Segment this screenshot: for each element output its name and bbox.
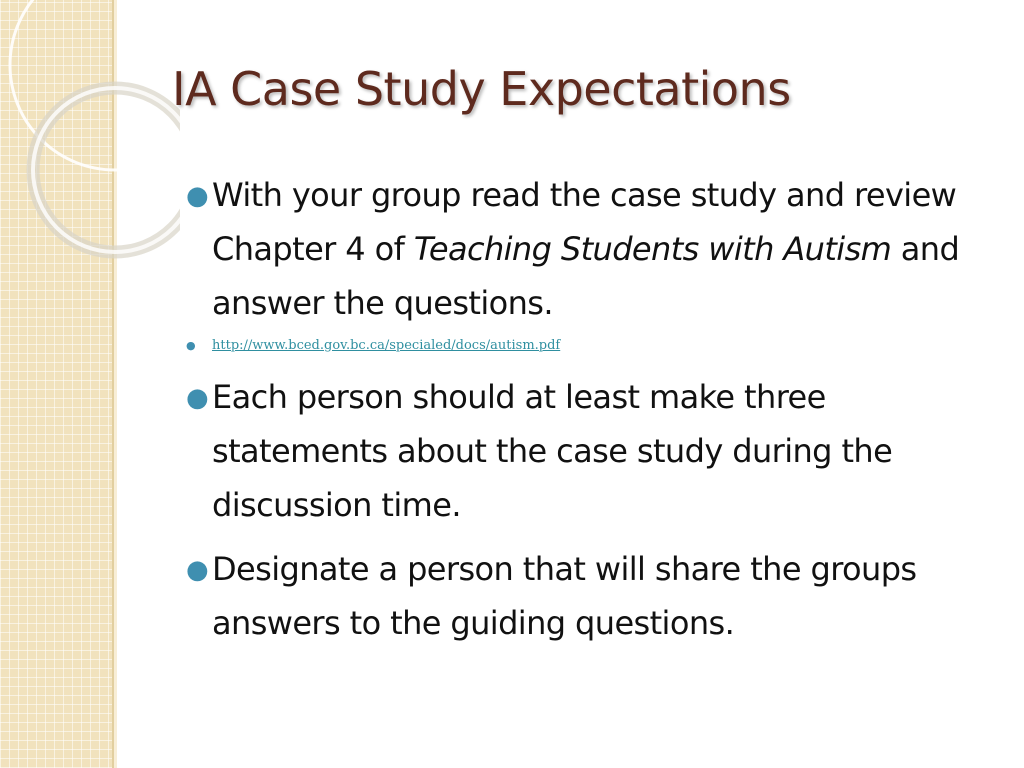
bullet-item-link bbox=[186, 336, 1001, 356]
slide-title: IA Case Study Expectations bbox=[172, 62, 791, 116]
bullet-marker: ● bbox=[186, 181, 209, 211]
bullet-item bbox=[186, 370, 1001, 532]
bullet-marker: ● bbox=[186, 339, 196, 352]
decorative-rings bbox=[0, 0, 180, 260]
bullet-item bbox=[186, 542, 1001, 650]
bullet-marker: ● bbox=[186, 555, 209, 585]
bullet-text: Each person should at least make three statements about the case study during the discussion time. bbox=[212, 378, 893, 524]
bullet-item bbox=[186, 168, 1001, 330]
bullet-marker: ● bbox=[186, 383, 209, 413]
bullet-list bbox=[186, 168, 1001, 660]
bullet-text: With your group read the case study and review Chapter 4 of bbox=[212, 176, 957, 268]
autism-pdf-link[interactable]: http://www.bced.gov.bc.ca/specialed/docs/autism.pdf bbox=[212, 338, 561, 353]
bullet-text-end: and answer the questions. bbox=[212, 230, 960, 322]
bullet-text: Designate a person that will share the groups answers to the guiding questions. bbox=[212, 550, 917, 642]
book-title: Teaching Students with Autism bbox=[413, 230, 892, 268]
